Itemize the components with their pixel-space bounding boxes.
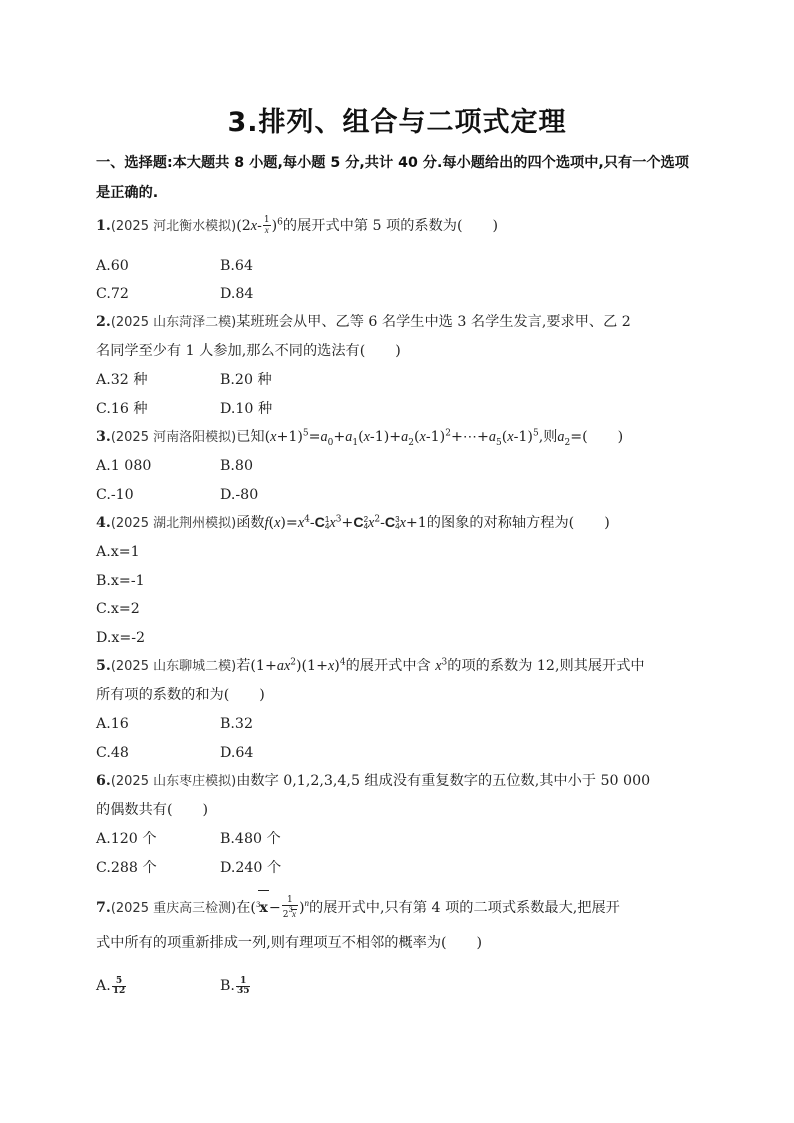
question-5: 5.(2025 山东聊城二模)若$(1+ax^2)(1+x)^4$的展开式中含 $x^3$的项的系数为 12,则其展开式中 所有项的系数的和为( ) bbox=[96, 657, 645, 703]
option-c[interactable]: C.288 个 bbox=[96, 860, 157, 876]
question-expression: $f(x)=x^4-C$ 1 4 $x^3+C$ 2 4 $x^2-C$ 3 4 x+1 bbox=[264, 514, 427, 532]
section-instructions: 一、选择题:本大题共 8 小题,每小题 5 分,共计 40 分.每小题给出的四个选项中,只有一个选项是正确的. bbox=[96, 155, 689, 201]
question-7: 7.(2025 重庆高三检测)在($^3$x− $\frac{1}{2^3x}$ )$^n$的展开式中,只有第 4 项的二项式系数最大,把展开 式中所有的项重新排成一列,则有理项互不相邻的概率为( ) bbox=[96, 888, 696, 960]
option-a[interactable]: A.x=1 bbox=[96, 544, 140, 560]
option-c[interactable]: C.48 bbox=[96, 745, 129, 761]
question-number: 2. bbox=[96, 314, 111, 330]
option-b[interactable]: B.x=-1 bbox=[96, 573, 145, 589]
option-c[interactable]: C.16 种 bbox=[96, 401, 148, 417]
question-text-line2: 名同学至少有 1 人参加,那么不同的选法有( bbox=[96, 343, 366, 359]
option-d[interactable]: D.84 bbox=[220, 286, 254, 302]
option-a[interactable]: A.16 bbox=[96, 716, 129, 732]
question-source: (2025 重庆高三检测) bbox=[110, 901, 237, 916]
option-a[interactable]: A.1 080 bbox=[96, 458, 152, 474]
option-b[interactable]: B.64 bbox=[220, 258, 253, 274]
question-expression: (2x- $\frac{1}{x}$ )$^6$ bbox=[236, 215, 283, 235]
option-b[interactable]: B.32 bbox=[220, 716, 253, 732]
option-d[interactable]: D.10 种 bbox=[220, 401, 273, 417]
option-c[interactable]: C.72 bbox=[96, 286, 129, 302]
option-a[interactable]: A.32 种 bbox=[96, 372, 148, 388]
question-number: 1. bbox=[96, 218, 111, 234]
question-number: 7. bbox=[96, 900, 111, 916]
question-expression: ($^3$x− $\frac{1}{2^3x}$ )$^n$ bbox=[250, 900, 309, 916]
question-3: 3.(2025 河南洛阳模拟)已知$(x+1)^5=a_0+a_1(x-1)+a_2(x-1)^2+\cdots+a_5(x-1)^5$,则$a_2=$( ) bbox=[96, 428, 624, 448]
option-c[interactable]: C.-10 bbox=[96, 487, 134, 503]
option-c[interactable]: C.x=2 bbox=[96, 601, 140, 617]
option-d[interactable]: D.-80 bbox=[220, 487, 259, 503]
question-number: 6. bbox=[96, 773, 111, 789]
question-source: (2025 山东菏泽二模) bbox=[110, 315, 237, 330]
question-text: 由数字 0,1,2,3,4,5 组成没有重复数字的五位数,其中小于 50 000 bbox=[236, 773, 651, 789]
option-a[interactable]: A.60 bbox=[96, 258, 129, 274]
option-a[interactable]: A.120 个 bbox=[96, 831, 157, 847]
option-a[interactable]: A. $\frac{5}{12}$ bbox=[96, 975, 126, 996]
question-text: 某班班会从甲、乙等 6 名学生中选 3 名学生发言,要求甲、乙 2 bbox=[236, 314, 631, 330]
question-source: (2025 河南洛阳模拟) bbox=[110, 430, 237, 445]
question-number: 5. bbox=[96, 658, 111, 674]
question-number: 3. bbox=[96, 429, 111, 445]
question-4: 4.(2025 湖北荆州模拟)函数$f(x)=x^4-C$ 1 4 $x^3+C$ 2 4 $x^2-C$ 3 4 x+1的图象的对称轴方程为( ) bbox=[96, 514, 610, 532]
option-b[interactable]: B. $\frac{1}{35}$ bbox=[220, 975, 250, 996]
question-expression: $(x+1)^5=a_0+a_1(x-1)+a_2(x-1)^2+\cdots+a_5(x-1)^5$ bbox=[264, 428, 539, 448]
question-6: 6.(2025 山东枣庄模拟)由数字 0,1,2,3,4,5 组成没有重复数字的五位数,其中小于 50 000 的偶数共有( ) bbox=[96, 773, 651, 818]
option-b[interactable]: B.480 个 bbox=[220, 831, 281, 847]
question-source: (2025 山东聊城二模) bbox=[110, 659, 237, 674]
question-2: 2.(2025 山东菏泽二模)某班班会从甲、乙等 6 名学生中选 3 名学生发言,要求甲、乙 2 名同学至少有 1 人参加,那么不同的选法有( ) bbox=[96, 314, 631, 359]
option-d[interactable]: D.x=-2 bbox=[96, 630, 146, 646]
question-source: (2025 湖北荆州模拟) bbox=[110, 516, 237, 531]
question-text-line2: 的偶数共有( bbox=[96, 802, 173, 818]
question-text-line2: 式中所有的项重新排成一列,则有理项互不相邻的概率为( bbox=[96, 935, 447, 951]
option-b[interactable]: B.80 bbox=[220, 458, 253, 474]
question-1: 1.(2025 河北衡水模拟)(2x- $\frac{1}{x}$ )$^6$的展开式中第 5 项的系数为( ) bbox=[96, 215, 499, 235]
option-d[interactable]: D.64 bbox=[220, 745, 254, 761]
option-b[interactable]: B.20 种 bbox=[220, 372, 272, 388]
option-d[interactable]: D.240 个 bbox=[220, 860, 282, 876]
question-source: (2025 河北衡水模拟) bbox=[110, 219, 237, 234]
question-source: (2025 山东枣庄模拟) bbox=[110, 774, 237, 789]
question-text-line2: 所有项的系数的和为( bbox=[96, 687, 230, 703]
page-title: 3.排列、组合与二项式定理 bbox=[227, 107, 567, 138]
question-text: 的展开式中第 5 项的系数为( bbox=[282, 218, 463, 234]
question-expression: $(1+ax^2)(1+x)^4$ bbox=[250, 657, 346, 674]
question-number: 4. bbox=[96, 515, 111, 531]
